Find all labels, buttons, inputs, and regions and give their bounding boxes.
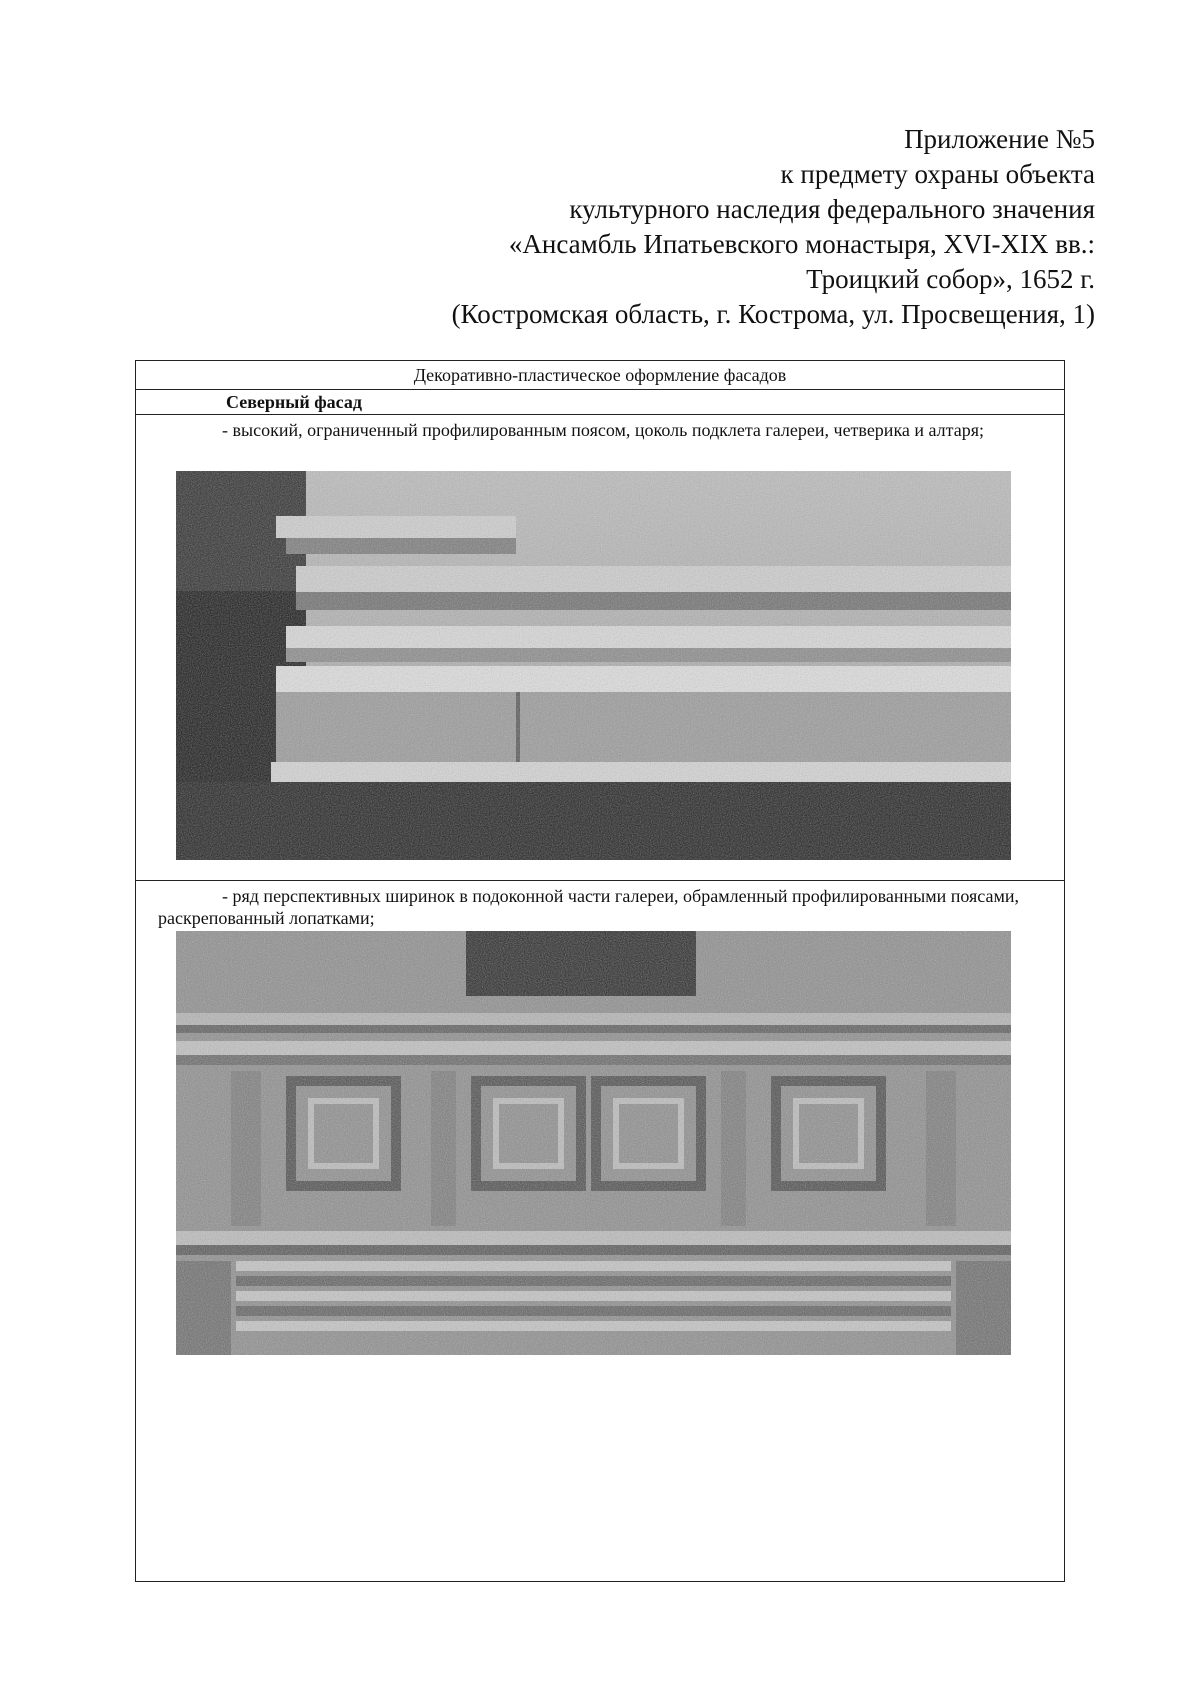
header-line-1: Приложение №5 (904, 124, 1095, 154)
header-line-5: Троицкий собор», 1652 г. (806, 264, 1095, 294)
table-row (136, 415, 1064, 881)
facade-heading: Северный фасад (136, 390, 1064, 415)
header-line-2: к предмету охраны объекта (780, 159, 1095, 189)
panels-photo (176, 931, 1011, 1355)
appendix-header (295, 122, 1095, 332)
item-caption: - ряд перспективных ширинок в подоконной части галереи, обрамленный профилированными поясами, раскрепованный лопатками; (158, 886, 1020, 928)
facade-table (135, 360, 1065, 1582)
item-caption: - высокий, ограниченный профилированным поясом, цоколь подклета галереи, четверика и алтаря; (222, 420, 985, 440)
header-line-3: культурного наследия федерального значения (569, 194, 1095, 224)
header-line-6: (Костромская область, г. Кострома, ул. Просвещения, 1) (451, 299, 1095, 329)
photo-panels-image (176, 931, 1011, 1355)
header-line-4: «Ансамбль Ипатьевского монастыря, XVI-XIX вв.: (508, 229, 1095, 259)
table-title: Декоративно-пластическое оформление фасадов (136, 361, 1064, 390)
photo-plinth-image (176, 471, 1011, 860)
table-row (136, 881, 1064, 1583)
plinth-photo (176, 471, 1011, 860)
